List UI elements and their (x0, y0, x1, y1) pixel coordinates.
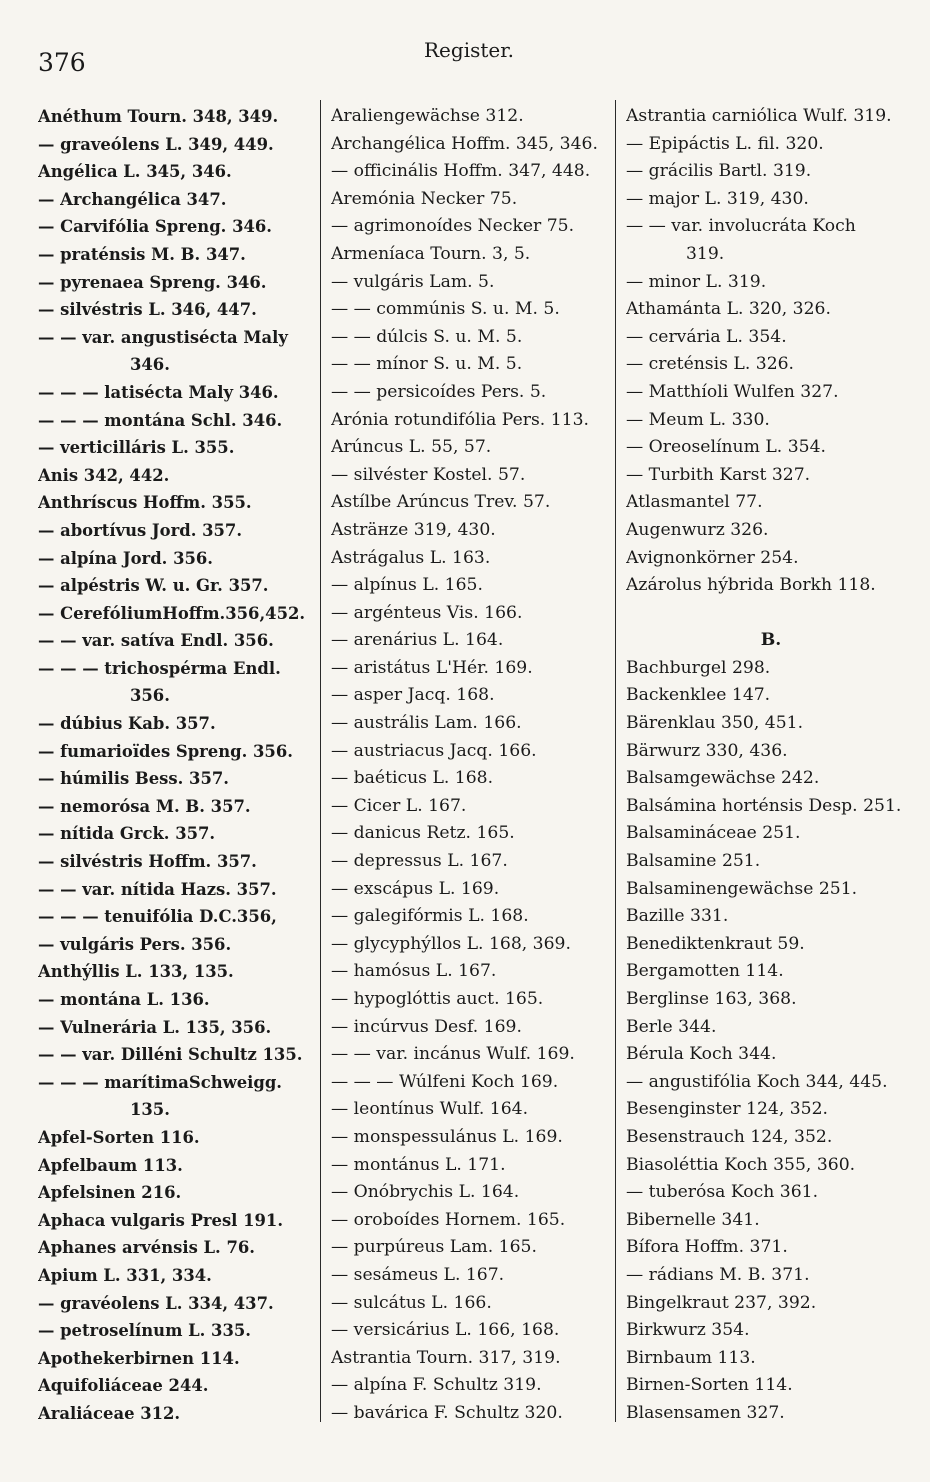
index-entry: Bergamotten 114. (626, 961, 784, 982)
index-entry: Anthýllis L. 133, 135. (38, 962, 234, 982)
index-entry: Birnen-Sorten 114. (626, 1375, 793, 1396)
index-entry: — — var. nítida Hazs. 357. (38, 879, 277, 899)
index-entry: Aremónia Necker 75. (331, 188, 518, 209)
index-entry: — Meum L. 330. (626, 409, 770, 430)
index-entry: — nemorósa M. B. 357. (38, 796, 251, 816)
page-number: 376 (38, 48, 86, 77)
index-entry: — alpína F. Schultz 319. (331, 1375, 542, 1396)
index-entry: — depressus L. 167. (331, 851, 508, 872)
index-entry: Apfel-Sorten 116. (38, 1127, 200, 1147)
index-entry: — tuberósa Koch 361. (626, 1182, 819, 1203)
index-entry: Apfelsinen 216. (38, 1183, 182, 1203)
index-entry: — húmilis Bess. 357. (38, 769, 229, 789)
index-entry: Aquifoliáceae 244. (38, 1376, 209, 1396)
index-entry: — montánus L. 171. (331, 1154, 506, 1175)
index-entry: — vulgáris Pers. 356. (38, 934, 232, 954)
index-entry: — hamósus L. 167. (331, 961, 497, 982)
index-entry: — — var. incánus Wulf. 169. (331, 1044, 575, 1065)
index-entry: Berle 344. (626, 1016, 717, 1037)
index-entry: — bavárica F. Schultz 320. (331, 1402, 563, 1423)
index-entry: — versicárius L. 166, 168. (331, 1320, 560, 1341)
index-entry: — cervária L. 354. (626, 326, 787, 347)
index-entry: Bífora Hoffm. 371. (626, 1237, 788, 1258)
index-entry: — creténsis L. 326. (626, 354, 795, 375)
index-entry: — austriacus Jacq. 166. (331, 740, 537, 761)
index-entry: — alpéstris W. u. Gr. 357. (38, 576, 269, 596)
index-entry: Besenstrauch 124, 352. (626, 1126, 833, 1147)
index-entry: — oroboídes Hornem. 165. (331, 1209, 566, 1230)
index-entry: — — dúlcis S. u. M. 5. (331, 326, 523, 347)
index-entry: — silvéster Kostel. 57. (331, 464, 526, 485)
index-entry: — nítida Grck. 357. (38, 824, 216, 844)
index-entry: — CerefóliumHoffm.356,452. (38, 603, 306, 623)
index-entry: Araliengewächse 312. (331, 106, 524, 126)
index-entry: — abortívus Jord. 357. (38, 520, 243, 540)
index-entry: Augenwurz 326. (626, 519, 769, 540)
index-entry: Armeníaca Tourn. 3, 5. (331, 243, 531, 264)
index-entry: Astrantia Tourn. 317, 319. (331, 1347, 561, 1368)
index-entry: — — var. involucráta Koch (626, 216, 856, 237)
index-column-left (38, 103, 318, 1428)
index-entry: 346. (130, 355, 170, 375)
index-entry: — sulcátus L. 166. (331, 1292, 492, 1313)
index-entry: Anthríscus Hoffm. 355. (38, 493, 252, 513)
index-entry: — purpúreus Lam. 165. (331, 1237, 537, 1258)
index-entry: — glycyphýllos L. 168, 369. (331, 933, 571, 954)
index-entry: — alpína Jord. 356. (38, 548, 213, 568)
index-entry: — — — marítimaSchweigg. (38, 1072, 283, 1092)
index-entry: Bibernelle 341. (626, 1209, 760, 1230)
index-entry: — verticilláris L. 355. (38, 438, 235, 458)
index-entry: Aphaca vulgaris Presl 191. (38, 1210, 284, 1230)
index-entry: — galegifórmis L. 168. (331, 906, 529, 927)
index-entry: — rádians M. B. 371. (626, 1264, 810, 1285)
index-entry: — gravéolens L. 334, 437. (38, 1293, 274, 1313)
index-entry: — fumarioïdes Spreng. 356. (38, 741, 293, 761)
index-entry: — Turbith Karst 327. (626, 464, 811, 485)
index-entry: Atlasmantel 77. (626, 492, 763, 513)
index-entry: — arenárius L. 164. (331, 630, 504, 651)
index-entry: — monspessulánus L. 169. (331, 1126, 563, 1147)
index-entry: Avignonkörner 254. (626, 547, 799, 568)
index-entry: Astílbe Arúncus Trev. 57. (331, 492, 551, 513)
index-entry: — officinális Hoffm. 347, 448. (331, 161, 591, 182)
index-entry: — austrális Lam. 166. (331, 713, 522, 734)
index-entry: Apium L. 331, 334. (38, 1265, 212, 1285)
index-entry: Balsamgewächse 242. (626, 768, 820, 789)
column-rule-1 (320, 100, 321, 1422)
index-entry: — vulgáris Lam. 5. (331, 271, 495, 292)
index-entry: — — persicoídes Pers. 5. (331, 381, 547, 402)
index-entry: Blasensamen 327. (626, 1402, 785, 1423)
index-entry: — — — montána Schl. 346. (38, 410, 283, 430)
index-entry: Berglinse 163, 368. (626, 989, 797, 1009)
index-entry: — Oreoselínum L. 354. (626, 437, 826, 458)
index-entry: Anis 342, 442. (38, 465, 170, 485)
index-entry: — graveólens L. 349, 449. (38, 134, 274, 154)
index-entry: — — var. satíva Endl. 356. (38, 631, 274, 651)
index-entry: — asper Jacq. 168. (331, 685, 495, 706)
index-entry: — argénteus Vis. 166. (331, 602, 523, 623)
index-entry: Archangélica Hoffm. 345, 346. (331, 133, 598, 154)
index-entry: — angustifólia Koch 344, 445. (626, 1071, 888, 1092)
index-entry: — montána L. 136. (38, 990, 210, 1009)
index-entry: — — mínor S. u. M. 5. (331, 354, 523, 375)
index-entry: Arónia rotundifólia Pers. 113. (331, 409, 589, 430)
index-entry: Besenginster 124, 352. (626, 1099, 829, 1120)
index-entry: — pyrenaea Spreng. 346. (38, 272, 267, 292)
index-entry: Arúncus L. 55, 57. (331, 437, 492, 458)
index-entry: Astrágalus L. 163. (331, 547, 491, 568)
index-entry: — — — tenuifólia D.C.356, (38, 907, 277, 927)
index-entry: Bärwurz 330, 436. (626, 740, 788, 761)
index-entry: — baéticus L. 168. (331, 768, 494, 789)
index-entry: Bachburgel 298. (626, 657, 771, 678)
index-entry: Bazille 331. (626, 906, 729, 927)
index-entry: Apfelbaum 113. (38, 1155, 183, 1175)
index-entry: — — — Wúlfeni Koch 169. (331, 1071, 559, 1092)
index-entry: Balsamináceae 251. (626, 823, 801, 844)
index-entry: Apothekerbirnen 114. (38, 1348, 240, 1368)
index-entry: — praténsis M. B. 347. (38, 244, 246, 264)
index-entry: — major L. 319, 430. (626, 188, 809, 209)
index-entry: Balsámina horténsis Desp. 251. (626, 795, 902, 816)
index-entry: — petroselínum L. 335. (38, 1321, 251, 1341)
index-column-middle (331, 103, 616, 1428)
index-entry: Asträнze 319, 430. (331, 519, 496, 540)
index-entry: Astrantia carniólica Wulf. 319. (626, 106, 892, 126)
index-entry: — sesámeus L. 167. (331, 1264, 505, 1285)
index-entry: — leontínus Wulf. 164. (331, 1099, 529, 1120)
index-entry: Araliáceae 312. (38, 1403, 181, 1423)
index-entry: — danicus Retz. 165. (331, 823, 515, 844)
section-letter-b: B. (760, 630, 782, 651)
index-entry: — silvéstris L. 346, 447. (38, 300, 257, 320)
index-entry: — minor L. 319. (626, 271, 767, 292)
index-entry: Azárolus hýbrida Borkh 118. (626, 575, 876, 596)
index-entry: — incúrvus Desf. 169. (331, 1016, 522, 1037)
index-entry: Balsaminengewächse 251. (626, 878, 858, 899)
index-entry: Balsamine 251. (626, 851, 761, 872)
index-entry: — Matthíoli Wulfen 327. (626, 381, 839, 402)
index-entry: Bärenklau 350, 451. (626, 713, 804, 734)
index-entry: Aphanes arvénsis L. 76. (38, 1238, 255, 1258)
index-entry: — agrimonoídes Necker 75. (331, 216, 575, 237)
index-entry: — — — latisécta Maly 346. (38, 382, 279, 402)
index-entry: Angélica L. 345, 346. (38, 162, 232, 182)
index-entry: Backenklee 147. (626, 685, 771, 706)
index-entry: Birnbaum 113. (626, 1347, 756, 1368)
index-entry: Anéthum Tourn. 348, 349. (38, 107, 279, 126)
index-entry: Athamánta L. 320, 326. (626, 299, 831, 320)
index-entry: — dúbius Kab. 357. (38, 714, 216, 734)
index-entry: — alpínus L. 165. (331, 575, 483, 596)
index-entry: — Cicer L. 167. (331, 795, 467, 816)
index-entry: — silvéstris Hoffm. 357. (38, 852, 257, 872)
index-entry: — — var. angustisécta Maly (38, 327, 288, 347)
index-entry: — — — trichospérma Endl. (38, 658, 281, 678)
index-entry: 319. (686, 243, 725, 264)
index-entry: — exscápus L. 169. (331, 878, 500, 899)
index-entry: — grácilis Bartl. 319. (626, 161, 812, 182)
index-entry: 356. (130, 686, 170, 706)
index-entry: — — commúnis S. u. M. 5. (331, 299, 560, 320)
index-entry: — — var. Dilléni Schultz 135. (38, 1045, 303, 1065)
index-column-right (626, 103, 916, 1428)
index-entry: — Carvifólia Spreng. 346. (38, 217, 272, 237)
index-entry: Biasoléttia Koch 355, 360. (626, 1154, 856, 1175)
index-entry: 135. (130, 1100, 170, 1120)
index-entry: — Onóbrychis L. 164. (331, 1182, 520, 1203)
index-entry: — Epipáctis L. fil. 320. (626, 133, 824, 154)
index-entry: — Vulnerária L. 135, 356. (38, 1017, 272, 1037)
index-entry: — Archangélica 347. (38, 189, 227, 209)
index-entry: Birkwurz 354. (626, 1320, 750, 1341)
index-entry: — aristátus L'Hér. 169. (331, 657, 533, 678)
index-entry: Bérula Koch 344. (626, 1044, 777, 1065)
running-head: Register. (424, 38, 514, 62)
index-entry: Bingelkraut 237, 392. (626, 1292, 817, 1313)
index-entry: — hypoglóttis auct. 165. (331, 989, 544, 1009)
index-entry: Benediktenkraut 59. (626, 933, 805, 954)
